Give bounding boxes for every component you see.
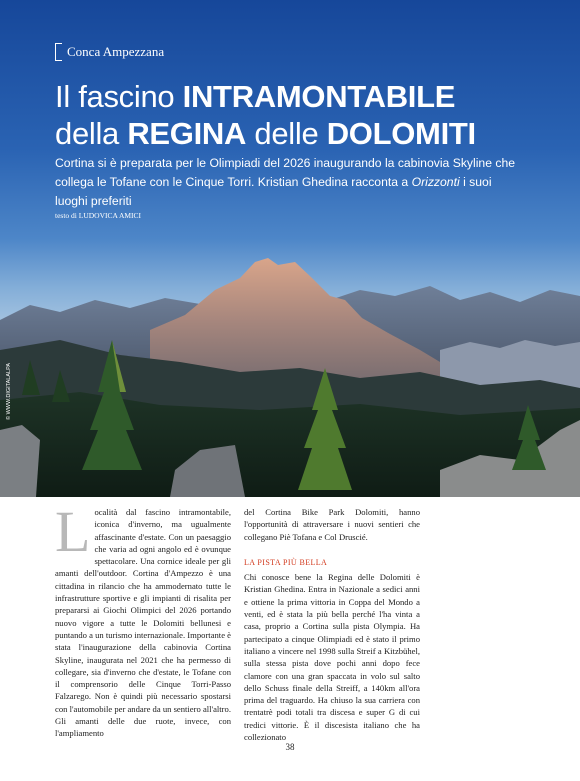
title-emphasis: DOLOMITI bbox=[326, 116, 476, 151]
page-title bbox=[55, 78, 525, 152]
section-subheading: LA PISTA PIÙ BELLA bbox=[244, 557, 328, 567]
column-text: ocalità dal fascino intramontabile, iconica d'inverno, ma ugualmente affascinante d'estate. Con un paesaggio che varia ad ogni angolo ed è ovunque spettacolare. Una cornice ideale per gli amanti dell'outdoor. Cortina d'Ampezzo è una cittadina in rilancio che ha ammodernato tutte le infrastrutture sportive e gli impianti di risalita per prepararsi ai Giochi Olimpici del 2026 portando nuovo vigore a tutte le Dolomiti bellunesi e puntando a un turismo internazionale. Importante è stata l'inaugurazione della cabinovia Cortina Skyline, inaugurata nel 2021 che ha permesso di collegare, sia d'inverno che d'estate, le Tofane con il comprensorio delle Cinque Torri-Passo Falzarego. Non è quindi più necessario spostarsi con l'automobile per andare da un sentiero all'altro. Gli amanti delle due ruote, invece, con l'ampliamento bbox=[55, 507, 231, 739]
title-part: delle bbox=[246, 116, 327, 151]
rock-left bbox=[0, 425, 40, 497]
intro-text: i suoi luoghi preferiti bbox=[55, 175, 492, 208]
article-column-2 bbox=[244, 506, 420, 743]
bracket-icon bbox=[55, 43, 62, 61]
title-emphasis: INTRAMONTABILE bbox=[182, 79, 456, 114]
section-name: Conca Ampezzana bbox=[67, 44, 165, 59]
column-text: del Cortina Bike Park Dolomiti, hanno l'opportunità di attraversare i nuovi sentieri che collegano Piè Tofana e Col Druscié. bbox=[244, 507, 420, 542]
article-column-1 bbox=[55, 499, 231, 740]
intro-italic: Orizzonti bbox=[411, 175, 460, 189]
title-part: Il fascino bbox=[55, 79, 183, 114]
column-text: Chi conosce bene la Regina delle Dolomiti è Kristian Ghedina. Entra in Nazionale a sedici anni e ottiene la prima vittoria in Coppa del Mondo a venti, ed è stata la più bella perché l'ha vinta a casa, proprio a Cortina sulla pista Olympia. Ha partecipato a cinque Olimpiadi ed è stato il primo italiano a vincere nel 1998 sulla Streif a Kitzbühel, sulla stessa pista dove pochi anni dopo fece clamore con una gran spaccata in volo sul salto dello Schuss finale della Streiff, a 140km all'ora prima del traguardo. Ha chiuso la sua carriera con trentatrè podi totali tra discesa e super G di cui tredici vittorie. È il discesista italiano che ha collezionato bbox=[244, 572, 420, 743]
title-emphasis: REGINA bbox=[127, 116, 247, 151]
intro-text: Cortina si è preparata per le Olimpiadi del 2026 inaugurando la cabinovia Skyline che collega le Tofane con le Cinque Torri. Kristian Ghedina racconta a bbox=[55, 156, 516, 189]
section-label bbox=[55, 42, 164, 62]
drop-cap: L bbox=[55, 499, 91, 564]
page-number: 38 bbox=[285, 742, 295, 752]
photo-credit: © WWW.DIGITALALPA bbox=[6, 362, 12, 420]
intro-paragraph bbox=[55, 154, 525, 211]
title-part: della bbox=[55, 116, 128, 151]
byline: testo di LUDOVICA AMICI bbox=[55, 211, 142, 220]
